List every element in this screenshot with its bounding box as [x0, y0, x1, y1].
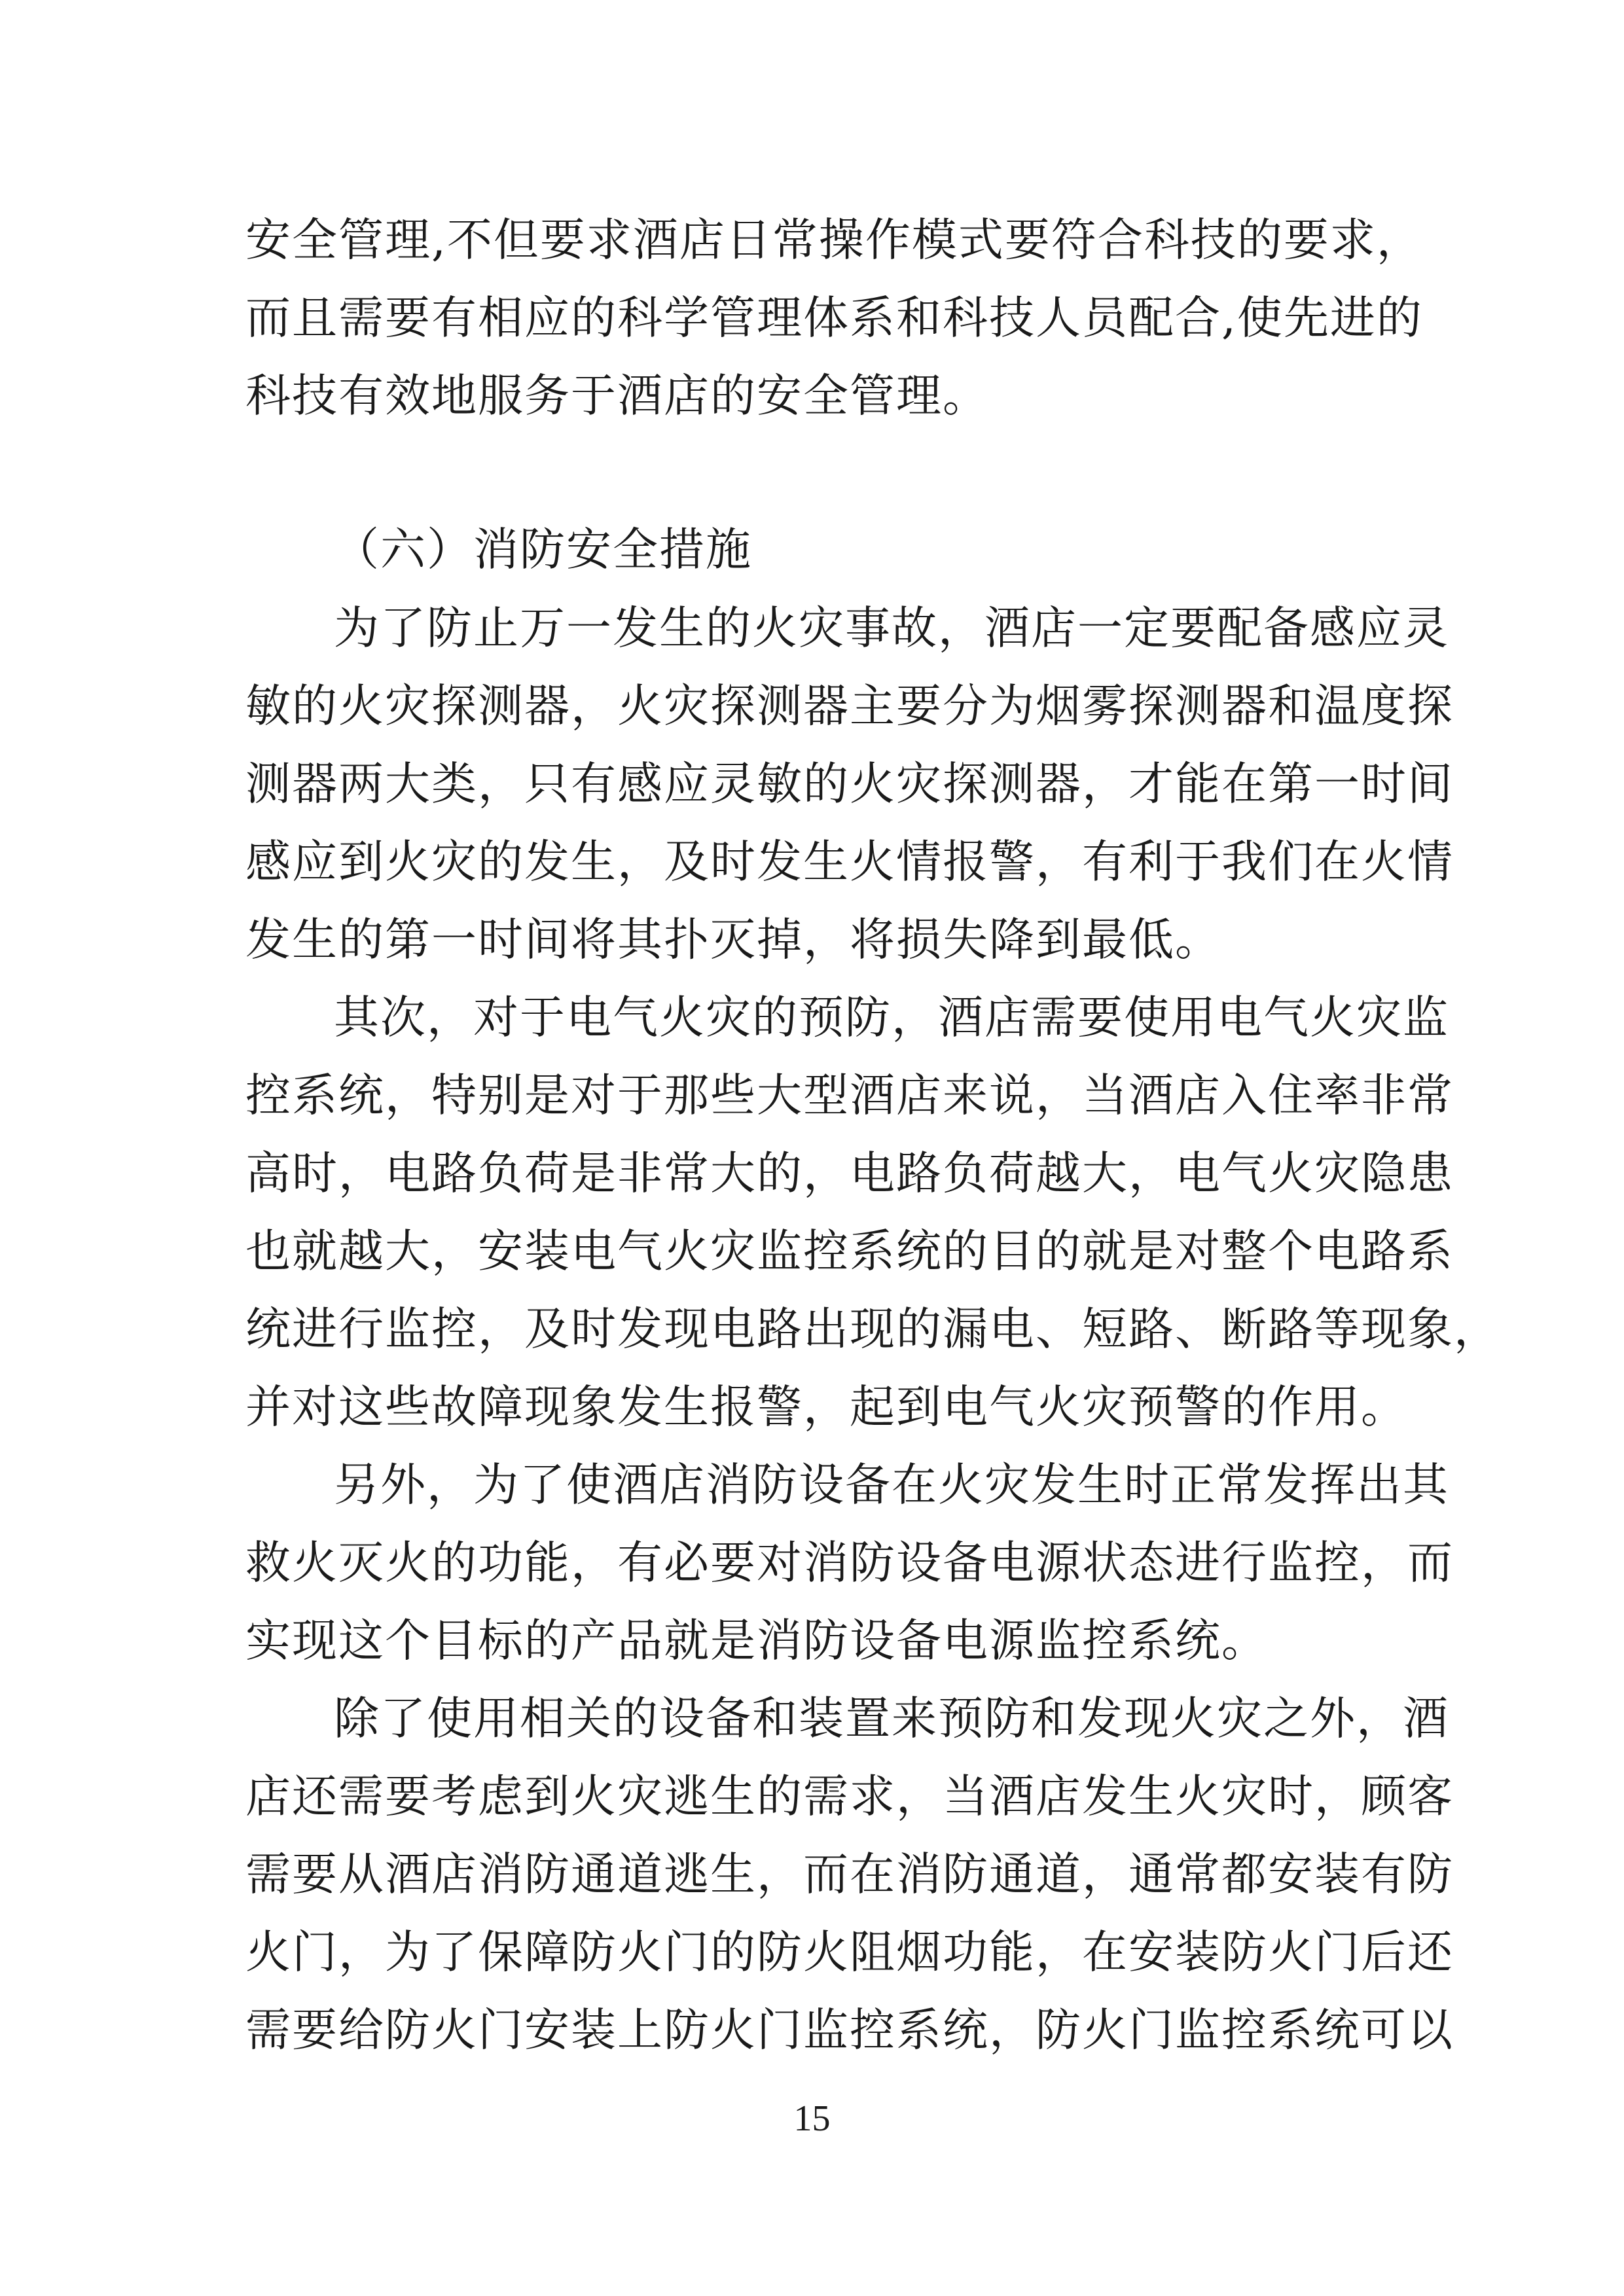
text-line: 而且需要有相应的科学管理体系和科技人员配合,使先进的	[245, 292, 1423, 344]
text-line: 需要给防火门安装上防火门监控系统，防火门监控系统可以	[245, 2004, 1454, 2056]
text-line: 测器两大类，只有感应灵敏的火灾探测器，才能在第一时间	[245, 758, 1454, 810]
text-line: 安全管理,不但要求酒店日常操作模式要符合科技的要求，	[245, 214, 1423, 266]
text-line: 感应到火灾的发生，及时发生火情报警，有利于我们在火情	[245, 836, 1454, 888]
text-line: 敏的火灾探测器，火灾探测器主要分为烟雾探测器和温度探	[245, 680, 1454, 732]
text-line: 其次，对于电气火灾的预防，酒店需要使用电气火灾监	[334, 992, 1449, 1044]
text-line: 高时，电路负荷是非常大的，电路负荷越大，电气火灾隐患	[245, 1147, 1454, 1200]
text-line: 除了使用相关的设备和装置来预防和发现火灾之外，酒	[334, 1693, 1449, 1745]
page-number: 15	[793, 2098, 831, 2139]
text-line: 并对这些故障现象发生报警，起到电气火灾预警的作用。	[245, 1381, 1407, 1433]
text-line: 也就越大，安装电气火灾监控系统的目的就是对整个电路系	[245, 1225, 1454, 1278]
text-line: 店还需要考虑到火灾逃生的需求，当酒店发生火灾时，顾客	[245, 1770, 1454, 1823]
text-line: 救火灭火的功能，有必要对消防设备电源状态进行监控，而	[245, 1537, 1454, 1589]
text-line: 为了防止万一发生的火灾事故，酒店一定要配备感应灵	[334, 602, 1449, 655]
text-line: 发生的第一时间将其扑灭掉，将损失降到最低。	[245, 914, 1221, 966]
text-line: 控系统，特别是对于那些大型酒店来说，当酒店入住率非常	[245, 1069, 1454, 1122]
text-line: 实现这个目标的产品就是消防设备电源监控系统。	[245, 1615, 1268, 1667]
text-line: 统进行监控，及时发现电路出现的漏电、短路、断路等现象，	[245, 1303, 1500, 1355]
text-line: 另外，为了使酒店消防设备在火灾发生时正常发挥出其	[334, 1459, 1449, 1511]
text-line: 火门，为了保障防火门的防火阻烟功能，在安装防火门后还	[245, 1926, 1454, 1979]
text-line: 科技有效地服务于酒店的安全管理。	[245, 370, 989, 422]
text-line: 需要从酒店消防通道逃生，而在消防通道，通常都安装有防	[245, 1848, 1454, 1901]
section-heading: （六）消防安全措施	[334, 524, 752, 576]
